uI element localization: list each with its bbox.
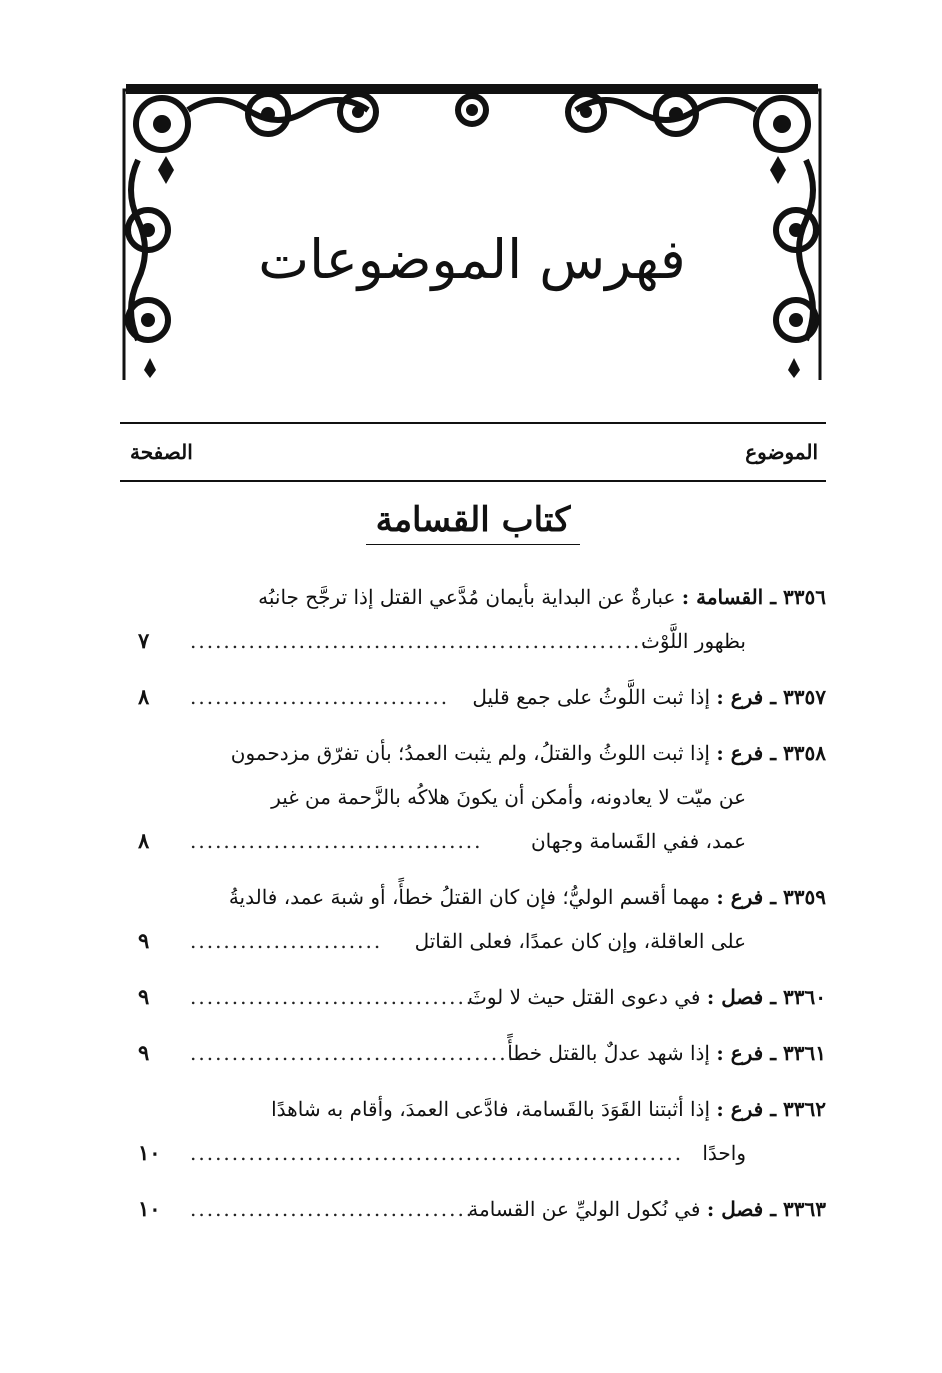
- toc-entry: [120, 1187, 826, 1231]
- toc-entry-text: [258, 575, 826, 619]
- toc-entry-number: ٣٣٥٨ ـ فرع :: [716, 741, 826, 765]
- toc-entry-title: بظهور اللَّوْث: [641, 629, 746, 653]
- toc-entry-line: [120, 675, 826, 719]
- toc-entry-number: ٣٣٦٢ ـ فرع :: [716, 1097, 826, 1121]
- dot-leader: ...................................: [190, 985, 483, 1009]
- header-top-rule: [120, 422, 826, 424]
- toc-entry-title: إذا ثبت اللوثُ والقتلُ، ولم يثبت العمدُ؛ بأن تفرّق مزدحمون: [230, 741, 717, 765]
- toc-entry-line: [120, 619, 826, 663]
- toc-entry-text: [641, 619, 746, 663]
- toc-entry-line: [120, 819, 826, 863]
- toc-entry-number: ٣٣٥٩ ـ فرع :: [716, 885, 826, 909]
- toc-entry-line: [120, 875, 826, 919]
- toc-entry-number: ٣٣٥٧ ـ فرع :: [716, 685, 826, 709]
- toc-entry-line: [120, 919, 826, 963]
- toc-page-number: ١٠: [138, 1196, 161, 1221]
- toc-entry-text: [507, 1031, 826, 1075]
- toc-entry-text: [231, 731, 826, 775]
- toc-page-number: ٨: [138, 828, 150, 853]
- toc-entry: [120, 875, 826, 963]
- toc-entry-text: [531, 819, 746, 863]
- toc-entry-title: عن ميّت لا يعادونه، وأمكن أن يكونَ هلاكُه بالزَّحمة من غير: [271, 785, 746, 809]
- toc-entry-line: [120, 775, 826, 819]
- toc-page-number: ١٠: [138, 1140, 161, 1165]
- toc-entry-title: مهما أقسم الوليُّ؛ فإن كان القتلُ خطأً، أو شبهَ عمد، فالديةُ: [228, 885, 717, 909]
- toc-entry-title: واحدًا: [702, 1141, 746, 1165]
- toc-entry-text: [271, 1087, 826, 1131]
- toc-entry-title: في دعوى القتل حيث لا لوثَ: [467, 985, 707, 1009]
- toc-entry: [120, 675, 826, 719]
- toc-entry: [120, 1031, 826, 1075]
- toc-entry-line: [120, 731, 826, 775]
- toc-entry-number: ٣٣٦٠ ـ فصل :: [706, 985, 826, 1009]
- toc-page-number: ٩: [138, 984, 150, 1009]
- toc-entries: [120, 575, 826, 1243]
- dot-leader: .......................................................: [190, 629, 650, 653]
- section-title-text: كتاب القسامة: [366, 500, 581, 545]
- toc-entry-text: [415, 919, 746, 963]
- section-title: [120, 500, 826, 540]
- toc-entry-line: [120, 1131, 826, 1175]
- toc-page-number: ٩: [138, 928, 150, 953]
- toc-entry-text: [472, 675, 826, 719]
- toc-entry-text: [468, 1187, 826, 1231]
- toc-entry: [120, 975, 826, 1019]
- toc-entry-text: [468, 975, 826, 1019]
- toc-entry-text: [229, 875, 826, 919]
- toc-entry-text: [702, 1131, 746, 1175]
- dot-leader: ...................................: [190, 829, 483, 853]
- dot-leader: ...........................................................: [190, 1141, 684, 1165]
- toc-entry-number: ٣٣٦١ ـ فرع :: [716, 1041, 826, 1065]
- toc-entry-number: ٣٣٥٦ ـ القسامة :: [681, 585, 826, 609]
- toc-entry-title: إذا أثبتنا القَوَدَ بالقَسامة، فادَّعى العمدَ، وأقام به شاهدًا: [271, 1097, 717, 1121]
- subject-column-header: الموضوع: [745, 440, 818, 464]
- toc-entry: [120, 731, 826, 863]
- toc-entry-line: [120, 1087, 826, 1131]
- page-column-header: الصفحة: [130, 440, 193, 464]
- toc-entry-line: [120, 975, 826, 1019]
- toc-entry-title: إذا ثبت اللَّوثُ على جمع قليل: [472, 685, 717, 709]
- dot-leader: ..................................: [190, 1197, 475, 1221]
- toc-page-number: ٧: [138, 628, 150, 653]
- toc-entry-title: في نُكول الوليِّ عن القسامة: [468, 1197, 707, 1221]
- page-title: فهرس الموضوعات: [258, 228, 686, 291]
- header-bottom-rule: [120, 480, 826, 482]
- toc-entry: [120, 1087, 826, 1175]
- toc-entry-title: إذا شهد عدلٌ بالقتل خطأً: [507, 1041, 717, 1065]
- toc-entry-line: [120, 1031, 826, 1075]
- dot-leader: ........................................: [190, 1041, 525, 1065]
- toc-entry-line: [120, 1187, 826, 1231]
- toc-entry: [120, 575, 826, 663]
- toc-entry-title: عمد، ففي القَسامة وجهان: [530, 829, 746, 853]
- dot-leader: .......................: [190, 929, 383, 953]
- toc-entry-title: عبارةٌ عن البداية بأيمان مُدَّعي القتل إذا ترجَّح جانبُه: [258, 585, 682, 609]
- toc-page-number: ٩: [138, 1040, 150, 1065]
- toc-page-number: ٨: [138, 684, 150, 709]
- toc-entry-line: [120, 575, 826, 619]
- toc-entry-title: على العاقلة، وإن كان عمدًا، فعلى القاتل: [414, 929, 746, 953]
- toc-entry-number: ٣٣٦٣ ـ فصل :: [706, 1197, 826, 1221]
- toc-entry-text: [271, 775, 746, 819]
- column-header-row: [120, 436, 826, 472]
- dot-leader: ...............................: [190, 685, 450, 709]
